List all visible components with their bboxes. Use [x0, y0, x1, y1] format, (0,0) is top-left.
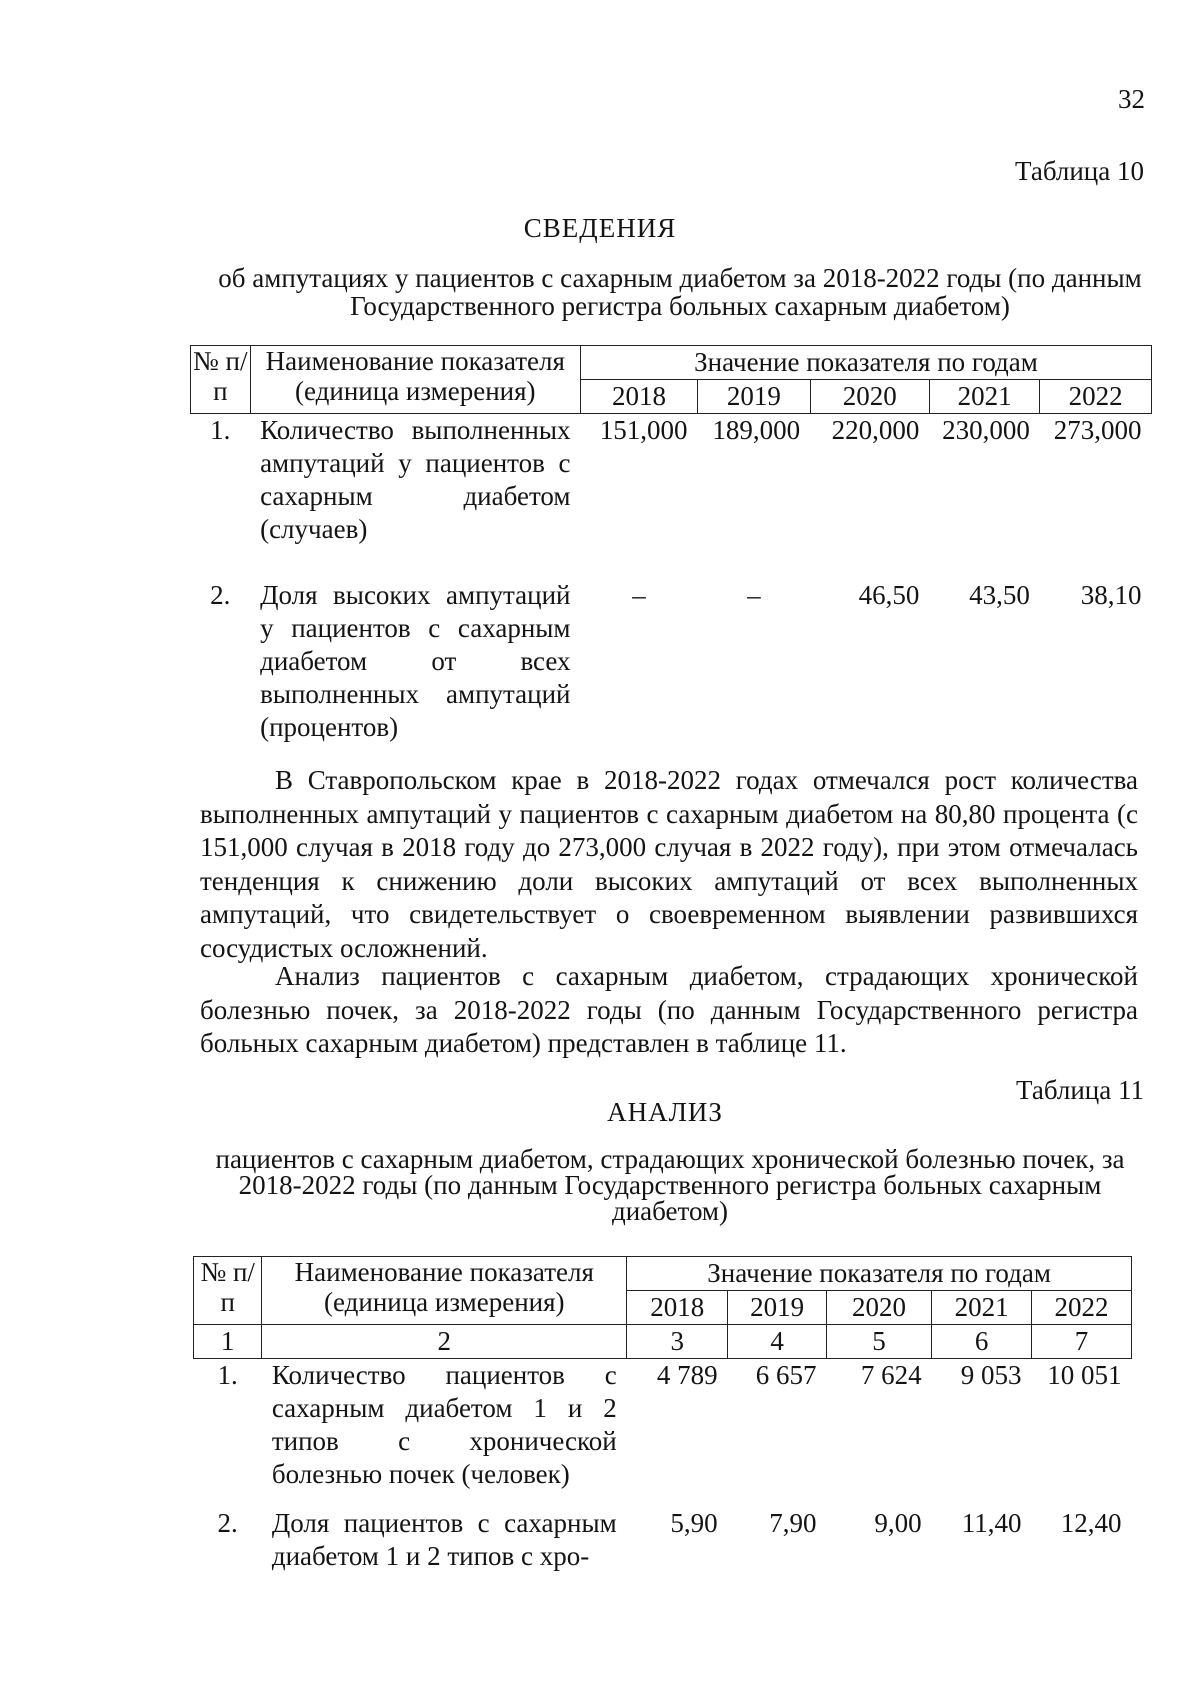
table-row	[194, 1359, 1132, 1508]
column-number: 3	[627, 1325, 728, 1359]
column-number: 6	[932, 1325, 1032, 1359]
row-value: 6 657	[755, 1360, 817, 1390]
row-name: Количество выполненных ампутаций у пациентов с сахарным диабетом (случаев)	[260, 415, 571, 544]
row-value: 43,50	[969, 580, 1030, 610]
row-name: Количество пациентов с сахарным диабетом 1 и 2 типов с хронической болезнью почек (человек)	[271, 1360, 617, 1489]
row-index: 1.	[210, 415, 231, 445]
header-year: 2021	[932, 1291, 1032, 1325]
column-number: 7	[1032, 1325, 1132, 1359]
header-year: 2018	[581, 380, 698, 414]
row-value: 189,000	[712, 415, 801, 445]
row-value: 151,000	[599, 415, 688, 445]
row-value: 7 624	[860, 1360, 922, 1390]
table-11-subtitle: пациентов с сахарным диабетом, страдающих хронической болезнью почек, за 2018-2022 годы (по данным Государственного регистра больных сахарным диабетом)	[215, 1144, 1125, 1226]
row-value: 46,50	[858, 580, 920, 610]
row-value: 9 053	[960, 1360, 1022, 1390]
header-year: 2021	[929, 380, 1040, 414]
header-year: 2022	[1032, 1291, 1132, 1325]
row-value: 230,000	[942, 415, 1030, 445]
header-values: Значение показателя по годам	[581, 346, 1152, 380]
body-paragraph: Анализ пациентов с сахарным диабетом, страдающих хронической болезнью почек, за 2018-2022 годы (по данным Государственного регистра больных сахарным диабетом) представлен в таблице 11.	[200, 961, 1138, 1058]
row-value: 7,90	[769, 1508, 817, 1538]
row-index: 2.	[210, 580, 231, 610]
header-name: Наименование показателя (единица измерения)	[262, 1257, 627, 1325]
row-value: 11,40	[961, 1508, 1022, 1538]
column-number: 5	[826, 1325, 931, 1359]
header-year: 2018	[627, 1291, 728, 1325]
header-num: № п/п	[194, 1257, 262, 1325]
table-10-heading: СВЕДЕНИЯ	[523, 213, 677, 243]
header-year: 2020	[826, 1291, 931, 1325]
column-number: 1	[194, 1325, 262, 1359]
table-11	[193, 1256, 1132, 1573]
row-name: Доля высоких ампутаций у пациентов с сахарным диабетом от всех выполненных ампутаций (процентов)	[260, 580, 571, 742]
row-value: –	[747, 580, 761, 610]
table-10-label: Таблица 10	[1015, 156, 1144, 186]
header-values: Значение показателя по годам	[627, 1257, 1132, 1291]
header-year: 2019	[698, 380, 811, 414]
table-row	[191, 414, 1152, 580]
row-value: 220,000	[831, 415, 920, 445]
header-num: № п/п	[191, 346, 251, 414]
column-number: 4	[728, 1325, 827, 1359]
header-year: 2022	[1040, 380, 1152, 414]
row-value: 38,10	[1080, 580, 1142, 610]
table-11-heading: АНАЛИЗ	[607, 1097, 723, 1127]
header-year: 2020	[810, 380, 929, 414]
row-index: 2.	[217, 1508, 238, 1538]
page-number: 32	[1118, 84, 1145, 114]
row-value: –	[632, 580, 646, 610]
row-value: 273,000	[1053, 415, 1142, 445]
table-11-label: Таблица 11	[1016, 1075, 1144, 1105]
row-name: Доля пациентов с сахарным диабетом 1 и 2 типов с хро-	[271, 1508, 617, 1571]
column-number: 2	[262, 1325, 627, 1359]
body-paragraph: В Ставропольском крае в 2018-2022 годах отмечался рост количества выполненных ампутаций у пациентов с сахарным диабетом на 80,80 процента (с 151,000 случая в 2018 году до 273,000 случая в 2022 году), при этом отмечалась тенденция к снижению доли высоких ампутаций от всех выполненных ампутаций, что свидетельствует о своевременном выявлении развившихся сосудистых осложнений.	[200, 765, 1138, 963]
table-11-header-row	[194, 1257, 1132, 1291]
table-10-subtitle: об ампутациях у пациентов с сахарным диабетом за 2018-2022 годы (по данным Государственного регистра больных сахарным диабетом)	[218, 263, 1142, 321]
header-name: Наименование показателя (единица измерения)	[250, 346, 580, 414]
table-11-column-numbers-row	[194, 1325, 1132, 1359]
table-row	[194, 1507, 1132, 1573]
row-value: 4 789	[656, 1360, 718, 1390]
row-value: 9,00	[874, 1508, 922, 1538]
table-10-header-row	[191, 346, 1152, 380]
table-10	[190, 345, 1152, 744]
row-index: 1.	[217, 1360, 238, 1390]
row-value: 10 051	[1047, 1360, 1122, 1390]
table-row	[191, 579, 1152, 744]
row-value: 5,90	[670, 1508, 718, 1538]
row-value: 12,40	[1060, 1508, 1122, 1538]
header-year: 2019	[728, 1291, 827, 1325]
